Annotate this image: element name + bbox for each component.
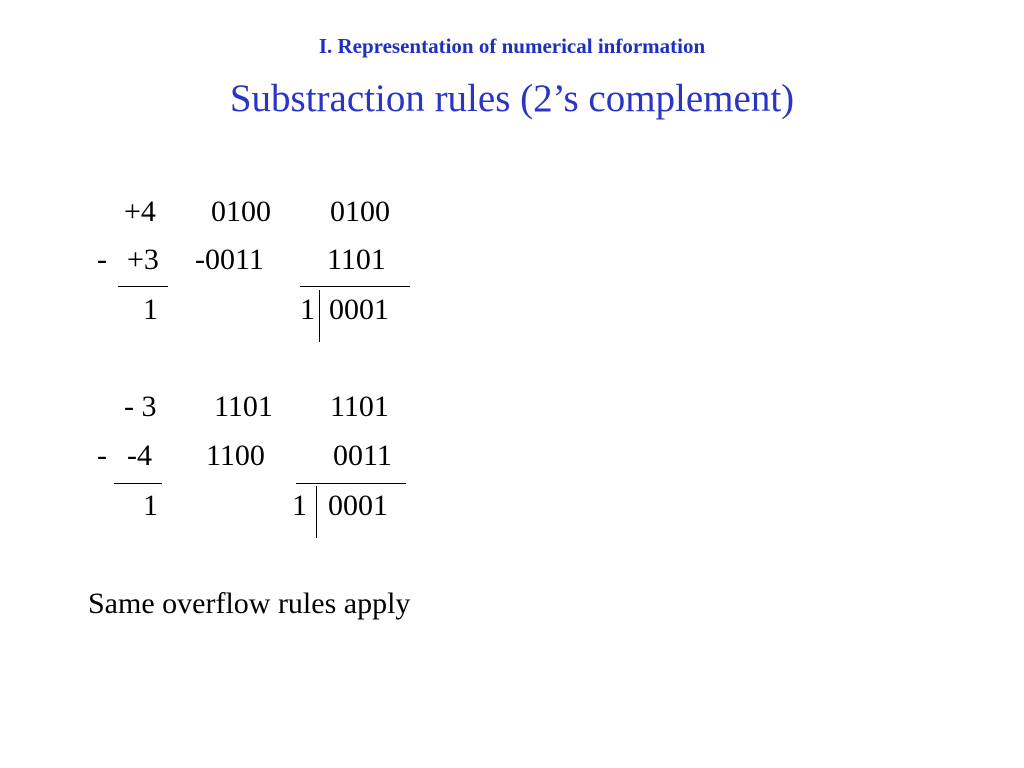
ex2-complement-rule [296,483,406,484]
ex1-row2-complement: 1101 [327,243,386,276]
ex2-row1-binary: 1101 [214,390,273,423]
ex1-result-carry: 1 [300,293,315,326]
ex2-result-carry: 1 [292,489,307,522]
ex2-row1-decimal: - 3 [124,390,157,423]
ex2-row2-operator: - [97,439,107,472]
ex2-row2-binary: 1100 [206,439,265,472]
ex1-carry-separator [319,290,320,342]
ex1-row1-binary: 0100 [211,195,271,228]
ex1-row2-binary: -0011 [195,243,264,276]
ex1-result-decimal: 1 [143,293,158,326]
ex2-decimal-rule [114,483,162,484]
ex1-row2-decimal: +3 [127,243,159,276]
ex2-row2-decimal: -4 [127,439,152,472]
ex1-complement-rule [300,286,410,287]
ex2-carry-separator [316,486,317,538]
ex1-decimal-rule [118,286,168,287]
ex1-row1-complement: 0100 [330,195,390,228]
ex1-row2-operator: - [97,243,107,276]
ex2-row2-complement: 0011 [333,439,392,472]
ex1-row1-decimal: +4 [124,195,156,228]
ex2-result-complement: 0001 [328,489,388,522]
overflow-note: Same overflow rules apply [88,587,411,620]
slide-title: Substraction rules (2’s complement) [229,77,795,120]
ex2-result-decimal: 1 [143,489,158,522]
ex2-row1-complement: 1101 [330,390,389,423]
ex1-result-complement: 0001 [329,293,389,326]
supertitle: I. Representation of numerical information [318,34,706,58]
